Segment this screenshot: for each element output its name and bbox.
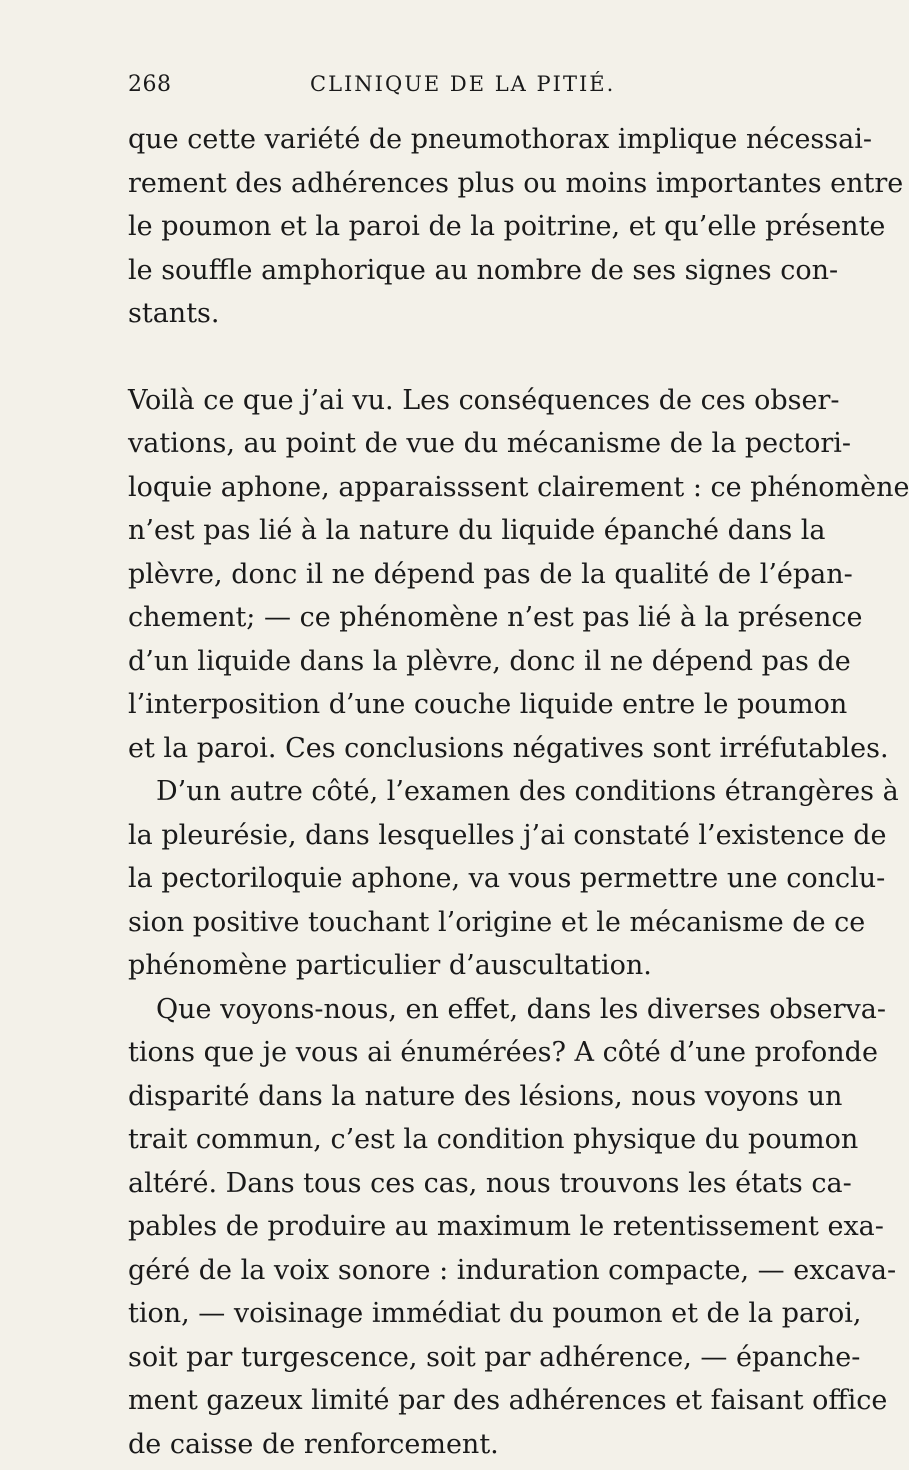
- text-line: le poumon et la paroi de la poitrine, et qu’elle présente: [128, 211, 886, 242]
- text-line: et la paroi. Ces conclusions négatives sont irréfutables.: [128, 732, 889, 764]
- text-line: tions que je vous ai énumérées? A côté d’une profonde: [128, 1037, 878, 1068]
- text-line: la pectoriloquie aphone, va vous permettre une conclu-: [128, 863, 886, 894]
- text-line: plèvre, donc il ne dépend pas de la qualité de l’épan-: [128, 558, 853, 590]
- paragraph: [128, 379, 909, 771]
- text-line: géré de la voix sonore : induration compacte, — excava-: [128, 1254, 897, 1286]
- text-line: de caisse de renforcement.: [128, 1428, 499, 1460]
- running-title: CLINIQUE DE LA PITIÉ.: [310, 72, 616, 96]
- text-line: vations, au point de vue du mécanisme de la pectori-: [128, 428, 852, 459]
- text-line: trait commun, c’est la condition physique du poumon: [128, 1124, 859, 1155]
- paragraph: [128, 988, 897, 1467]
- text-line: l’interposition d’une couche liquide entre le poumon: [128, 689, 848, 720]
- text-line: Que voyons-nous, en effet, dans les diverses observa-: [156, 993, 886, 1025]
- running-header: [128, 72, 768, 106]
- text-line: soit par turgescence, soit par adhérence, — épanche-: [128, 1341, 861, 1373]
- text-line: loquie aphone, apparaisssent clairement : ce phénomène: [128, 471, 909, 503]
- text-line: tion, — voisinage immédiat du poumon et de la paroi,: [128, 1298, 862, 1329]
- body-text: [128, 118, 909, 1466]
- text-line: chement; — ce phénomène n’est pas lié à la présence: [128, 602, 863, 633]
- text-line: phénomène particulier d’auscultation.: [128, 950, 652, 981]
- paragraph: [128, 770, 899, 988]
- text-line: pables de produire au maximum le retentissement exa-: [128, 1211, 884, 1242]
- page-number: 268: [128, 72, 172, 97]
- text-line: d’un liquide dans la plèvre, donc il ne dépend pas de: [128, 645, 851, 677]
- text-line: D’un autre côté, l’examen des conditions étrangères à: [156, 776, 899, 807]
- text-line: que cette variété de pneumothorax implique nécessai-: [128, 124, 872, 155]
- paragraph: [128, 118, 904, 336]
- text-line: le souffle amphorique au nombre de ses signes con-: [128, 254, 839, 286]
- text-line: rement des adhérences plus ou moins importantes entre: [128, 167, 904, 199]
- paragraph-spacer: [128, 336, 768, 379]
- text-line: stants.: [128, 298, 220, 329]
- text-line: Voilà ce que j’ai vu. Les conséquences de ces obser-: [128, 384, 840, 416]
- text-line: n’est pas lié à la nature du liquide épanché dans la: [128, 515, 826, 546]
- text-line: sion positive touchant l’origine et le mécanisme de ce: [128, 906, 866, 938]
- text-line: ment gazeux limité par des adhérences et faisant office: [128, 1385, 888, 1416]
- text-line: disparité dans la nature des lésions, nous voyons un: [128, 1080, 843, 1112]
- text-line: altéré. Dans tous ces cas, nous trouvons les états ca-: [128, 1167, 852, 1199]
- text-line: la pleurésie, dans lesquelles j’ai constaté l’existence de: [128, 819, 887, 851]
